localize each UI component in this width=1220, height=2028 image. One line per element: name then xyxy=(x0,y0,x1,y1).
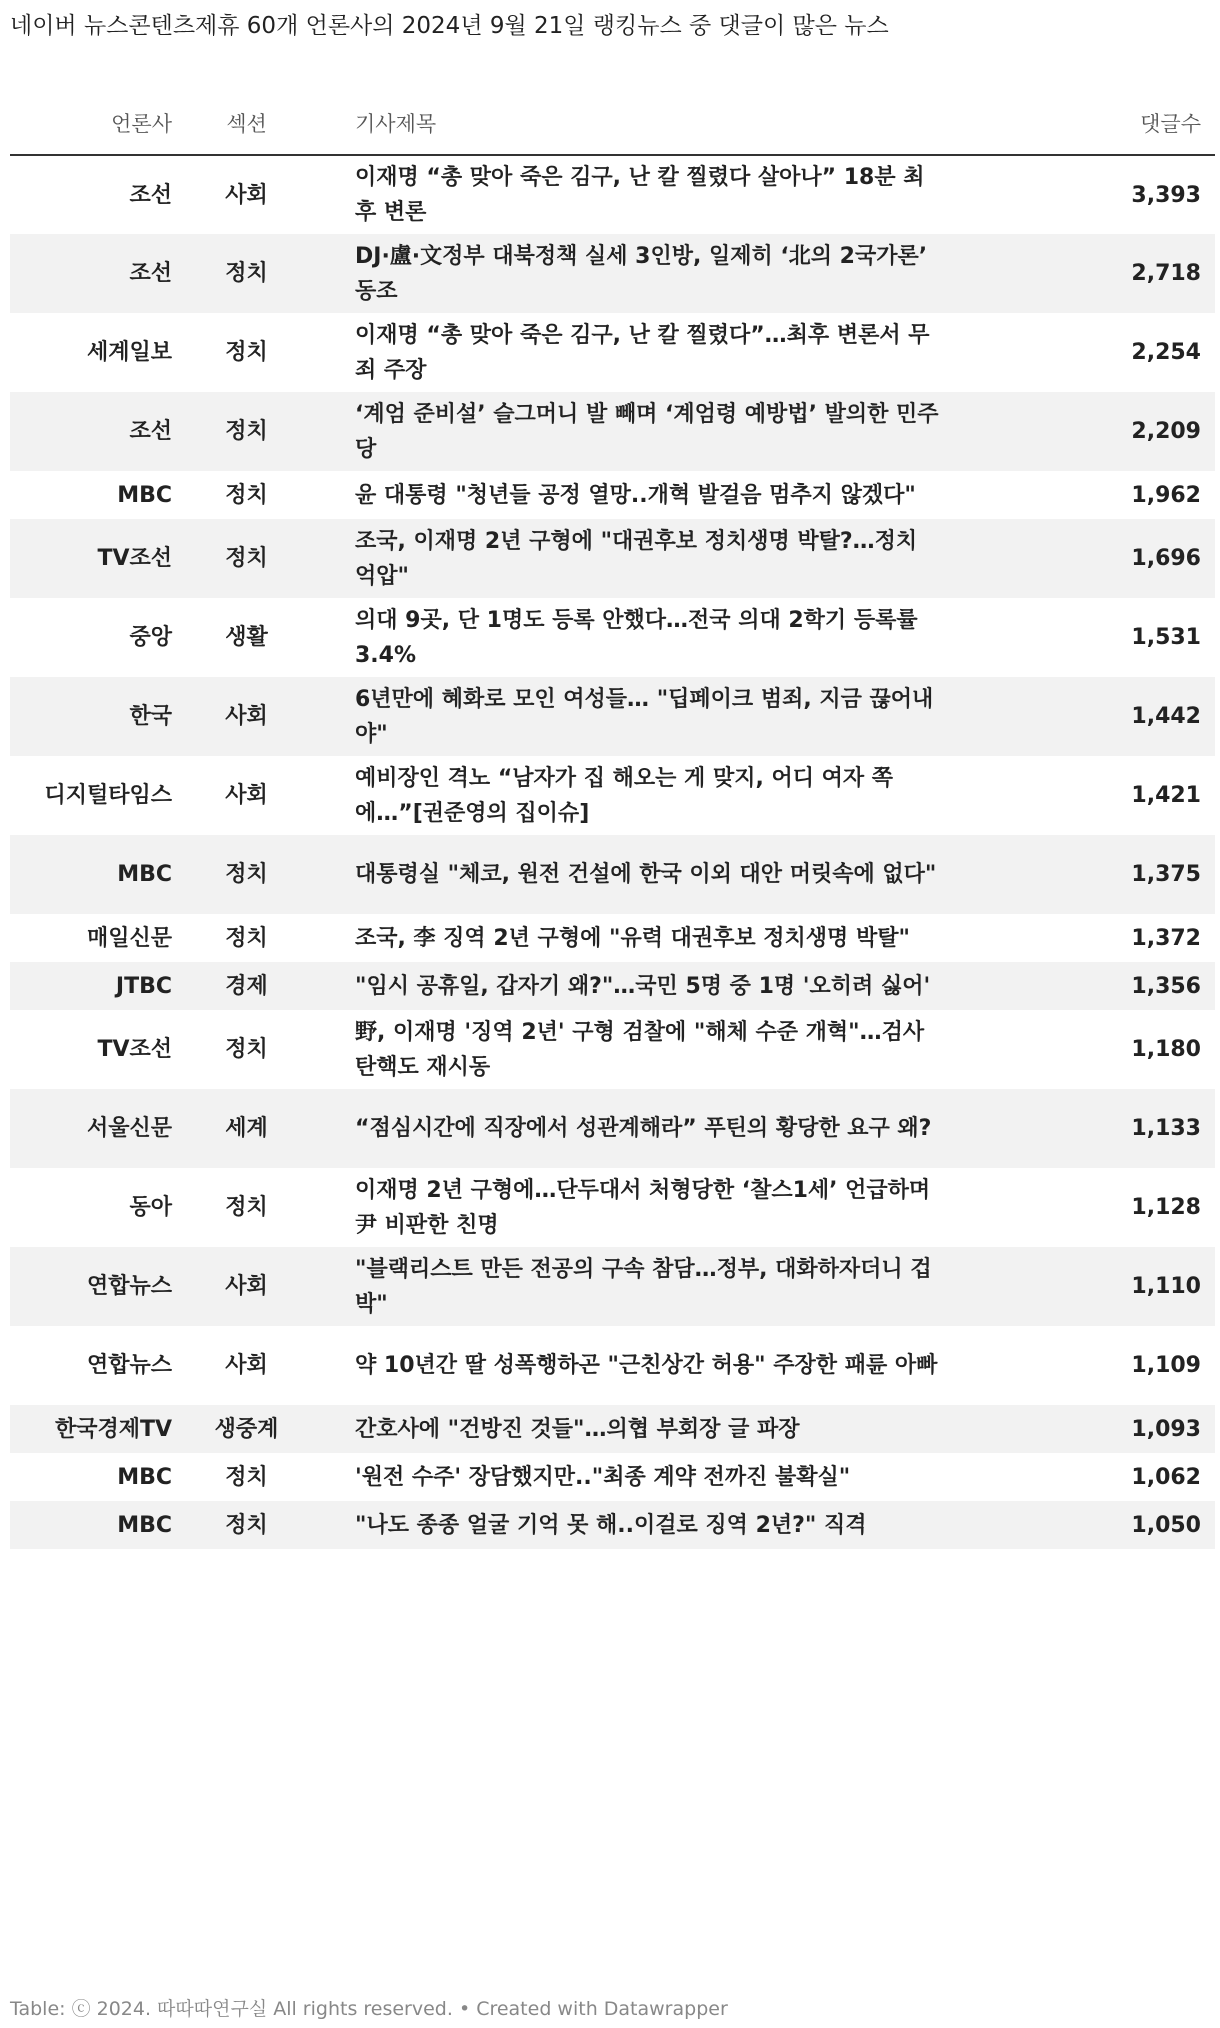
cell-headline: 野, 이재명 '징역 2년' 구형 검찰에 "해체 수준 개혁"…검사 탄핵도 재시동 xyxy=(355,1019,925,1080)
cell-comments: 1,050 xyxy=(1053,1501,1215,1549)
cell-comments: 1,110 xyxy=(1053,1247,1215,1326)
table-row xyxy=(10,1247,1215,1326)
cell-press: 서울신문 xyxy=(10,1089,176,1168)
cell-headline: 이재명 “총 맞아 죽은 김구, 난 칼 찔렸다 살아나” 18분 최후 변론 xyxy=(355,165,925,225)
table-row xyxy=(10,1501,1215,1549)
chart-title: 네이버 뉴스콘텐츠제휴 60개 언론사의 2024년 9월 21일 랭킹뉴스 중 댓글이 많은 뉴스 xyxy=(10,13,889,39)
cell-comments: 1,372 xyxy=(1131,925,1201,951)
cell-section: 경제 xyxy=(176,962,317,1010)
cell-press: 연합뉴스 xyxy=(86,1353,172,1378)
column-header-section[interactable]: 섹션 xyxy=(176,92,317,155)
cell-press: 한국경제TV xyxy=(10,1405,176,1453)
cell-headline: "임시 공휴일, 갑자기 왜?"…국민 5명 중 1명 '오히려 싫어' xyxy=(317,962,1053,1010)
table-row xyxy=(10,677,1215,756)
table-row xyxy=(10,1405,1215,1453)
cell-section: 사회 xyxy=(176,1247,317,1326)
cell-comments: 1,062 xyxy=(1131,1464,1201,1490)
cell-section: 정치 xyxy=(225,1464,268,1490)
cell-press: 연합뉴스 xyxy=(10,1247,176,1326)
table-row xyxy=(10,1010,1215,1089)
cell-comments: 1,133 xyxy=(1053,1089,1215,1168)
cell-comments: 1,109 xyxy=(1131,1353,1201,1378)
cell-section: 정치 xyxy=(176,519,317,598)
table-row xyxy=(10,835,1215,914)
cell-headline: "나도 종종 얼굴 기억 못 해..이걸로 징역 2년?" 직격 xyxy=(317,1501,1053,1549)
cell-headline: 대통령실 "체코, 원전 건설에 한국 이외 대안 머릿속에 없다" xyxy=(317,835,1053,914)
table-row xyxy=(10,1326,1215,1405)
cell-section: 정치 xyxy=(225,1037,268,1062)
cell-headline: 조국, 이재명 2년 구형에 "대권후보 정치생명 박탈?…정치 억압" xyxy=(317,519,1053,598)
cell-comments: 1,356 xyxy=(1053,962,1215,1010)
cell-headline: "블랙리스트 만든 전공의 구속 참담…정부, 대화하자더니 겁박" xyxy=(317,1247,1053,1326)
table-row xyxy=(10,313,1215,392)
table-row xyxy=(10,598,1215,677)
cell-press: MBC xyxy=(117,482,172,508)
cell-section: 생중계 xyxy=(176,1405,317,1453)
cell-press: 세계일보 xyxy=(86,340,172,365)
table-row xyxy=(10,392,1215,471)
cell-headline: 간호사에 "건방진 것들"…의협 부회장 글 파장 xyxy=(317,1405,1053,1453)
cell-comments: 1,962 xyxy=(1131,482,1201,508)
cell-headline: 예비장인 격노 “남자가 집 해오는 게 맞지, 어디 여자 쪽에…”[권준영의 집이슈] xyxy=(355,765,894,826)
cell-press: 디지털타임스 xyxy=(44,783,172,808)
cell-section: 정치 xyxy=(176,234,317,313)
cell-comments: 1,128 xyxy=(1131,1195,1201,1220)
cell-section: 생활 xyxy=(225,625,268,650)
table-row xyxy=(10,234,1215,313)
table-row xyxy=(10,962,1215,1010)
cell-section: 정치 xyxy=(176,392,317,471)
cell-section: 정치 xyxy=(225,482,268,508)
cell-press: TV조선 xyxy=(97,1037,172,1062)
cell-headline: “점심시간에 직장에서 성관계해라” 푸틴의 황당한 요구 왜? xyxy=(317,1089,1053,1168)
cell-comments: 1,421 xyxy=(1131,783,1201,808)
footer-credit: Table: ⓒ 2024. 따따따연구실 All rights reserved. • Created with Datawrapper xyxy=(10,1998,728,2020)
cell-headline: 조국, 李 징역 2년 구형에 "유력 대권후보 정치생명 박탈" xyxy=(355,925,910,951)
cell-comments: 2,209 xyxy=(1053,392,1215,471)
cell-comments: 1,442 xyxy=(1053,677,1215,756)
cell-section: 정치 xyxy=(225,1195,268,1220)
cell-press: 매일신문 xyxy=(86,925,172,951)
cell-section: 정치 xyxy=(176,1501,317,1549)
cell-comments: 2,254 xyxy=(1131,340,1201,365)
table-row xyxy=(10,914,1215,962)
cell-press: 한국 xyxy=(10,677,176,756)
cell-comments: 2,718 xyxy=(1053,234,1215,313)
cell-headline: 6년만에 혜화로 모인 여성들… "딥페이크 범죄, 지금 끊어내야" xyxy=(317,677,1053,756)
table-row xyxy=(10,519,1215,598)
cell-section: 세계 xyxy=(176,1089,317,1168)
cell-section: 정치 xyxy=(225,340,268,365)
cell-press: TV조선 xyxy=(10,519,176,598)
cell-headline: 이재명 “총 맞아 죽은 김구, 난 칼 찔렸다”…최후 변론서 무죄 주장 xyxy=(355,322,930,383)
cell-section: 사회 xyxy=(225,182,268,208)
cell-comments: 1,093 xyxy=(1053,1405,1215,1453)
cell-section: 사회 xyxy=(225,1353,268,1378)
column-header-press[interactable]: 언론사 xyxy=(10,92,176,155)
cell-comments: 1,375 xyxy=(1053,835,1215,914)
cell-headline: 의대 9곳, 단 1명도 등록 안했다…전국 의대 2학기 등록률 3.4% xyxy=(355,607,918,668)
cell-comments: 3,393 xyxy=(1131,182,1201,208)
table-row xyxy=(10,756,1215,835)
cell-headline: DJ·盧·文정부 대북정책 실세 3인방, 일제히 ‘北의 2국가론’ 동조 xyxy=(317,234,1053,313)
cell-press: 조선 xyxy=(129,182,172,208)
table-row xyxy=(10,471,1215,519)
cell-press: JTBC xyxy=(10,962,176,1010)
data-table xyxy=(10,92,1215,1549)
table-header-row xyxy=(10,92,1215,155)
cell-headline: ‘계엄 준비설’ 슬그머니 발 빼며 ‘계엄령 예방법’ 발의한 민주당 xyxy=(317,392,1053,471)
cell-comments: 1,180 xyxy=(1131,1037,1201,1062)
cell-section: 정치 xyxy=(225,925,268,951)
cell-headline: '원전 수주' 장담했지만.."최종 계약 전까진 불확실" xyxy=(355,1464,851,1490)
table-row xyxy=(10,1453,1215,1501)
cell-section: 사회 xyxy=(225,783,268,808)
cell-comments: 1,696 xyxy=(1053,519,1215,598)
cell-press: MBC xyxy=(10,1501,176,1549)
cell-comments: 1,531 xyxy=(1131,625,1201,650)
cell-section: 사회 xyxy=(176,677,317,756)
cell-section: 정치 xyxy=(176,835,317,914)
table-row xyxy=(10,1168,1215,1247)
cell-press: 조선 xyxy=(10,392,176,471)
cell-headline: 윤 대통령 "청년들 공정 열망..개혁 발걸음 멈추지 않겠다" xyxy=(355,482,916,508)
cell-press: 중앙 xyxy=(129,625,172,650)
cell-headline: 약 10년간 딸 성폭행하곤 "근친상간 허용" 주장한 패륜 아빠 xyxy=(355,1353,938,1378)
table-row xyxy=(10,1089,1215,1168)
cell-press: 조선 xyxy=(10,234,176,313)
column-header-headline[interactable]: 기사제목 xyxy=(317,92,1053,155)
column-header-comments[interactable]: 댓글수 xyxy=(1053,92,1215,155)
table-row xyxy=(10,155,1215,234)
cell-press: MBC xyxy=(10,835,176,914)
cell-headline: 이재명 2년 구형에…단두대서 처형당한 ‘찰스1세’ 언급하며 尹 비판한 친명 xyxy=(355,1177,931,1238)
cell-press: MBC xyxy=(117,1464,172,1490)
cell-press: 동아 xyxy=(129,1195,172,1220)
